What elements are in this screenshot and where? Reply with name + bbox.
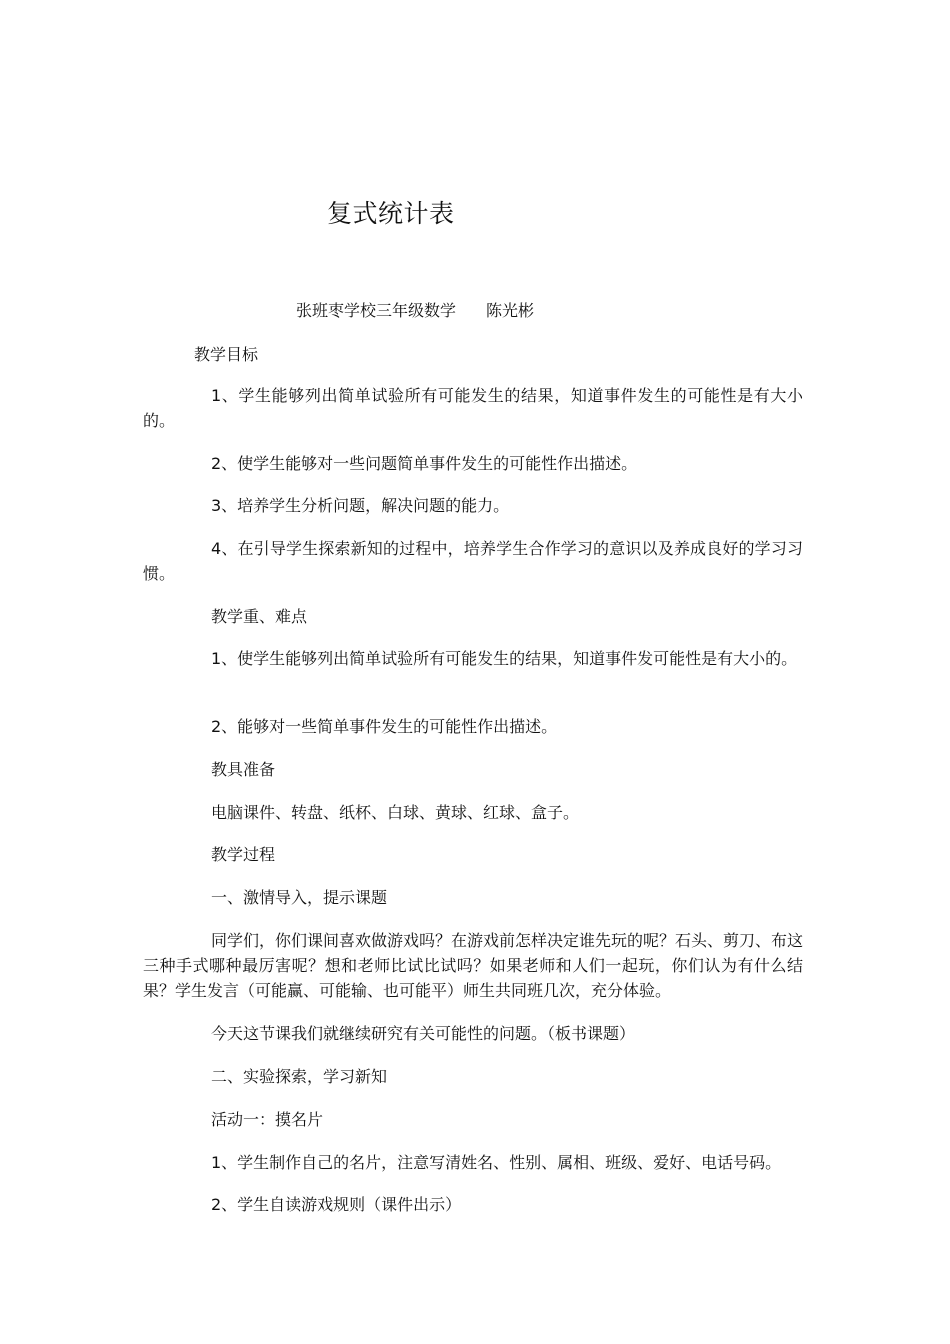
part2-heading: 二、实验探索，学习新知 <box>211 1067 388 1086</box>
part1-heading: 一、激情导入，提示课题 <box>211 888 388 907</box>
activity1-step: 1、学生制作自己的名片，注意写清姓名、性别、属相、班级、爱好、电话号码。 <box>211 1153 782 1172</box>
materials-heading: 教具准备 <box>211 760 276 779</box>
author-name: 陈光彬 <box>486 301 535 320</box>
key-point-item: 1、使学生能够列出简单试验所有可能发生的结果，知道事件发可能性是有大小的。 <box>211 649 798 668</box>
key-points-heading: 教学重、难点 <box>211 607 308 626</box>
part1-text2: 今天这节课我们就继续研究有关可能性的问题。（板书课题） <box>211 1024 636 1043</box>
materials-text: 电脑课件、转盘、纸杯、白球、黄球、红球、盒子。 <box>211 803 580 822</box>
activity1-heading: 活动一：摸名片 <box>211 1110 324 1129</box>
objective-item: 3、培养学生分析问题，解决问题的能力。 <box>211 496 510 515</box>
objective-item: 2、使学生能够对一些问题简单事件发生的可能性作出描述。 <box>211 454 638 473</box>
part1-text: 同学们，你们课间喜欢做游戏吗？在游戏前怎样决定谁先玩的呢？石头、剪刀、布这三种手式哪种最厉害呢？想和老师比试比试吗？如果老师和人们一起玩，你们认为有什么结果？学生发言（可能赢、可能输、也可能平）师生共同班几次，充分体验。 <box>143 931 804 1000</box>
process-heading: 教学过程 <box>211 845 276 864</box>
objective-item: 1、学生能够列出简单试验所有可能发生的结果，知道事件发生的可能性是有大小的。 <box>143 386 803 430</box>
key-point-item: 2、能够对一些简单事件发生的可能性作出描述。 <box>211 717 558 736</box>
activity1-step: 2、学生自读游戏规则（课件出示） <box>211 1195 462 1214</box>
objectives-heading: 教学目标 <box>194 345 259 364</box>
author-school: 张班枣学校三年级数学 <box>296 301 457 320</box>
author-line <box>296 298 534 321</box>
objective-item: 4、在引导学生探索新知的过程中，培养学生合作学习的意识以及养成良好的学习习惯。 <box>143 539 803 583</box>
document-title: 复式统计表 <box>327 199 455 228</box>
